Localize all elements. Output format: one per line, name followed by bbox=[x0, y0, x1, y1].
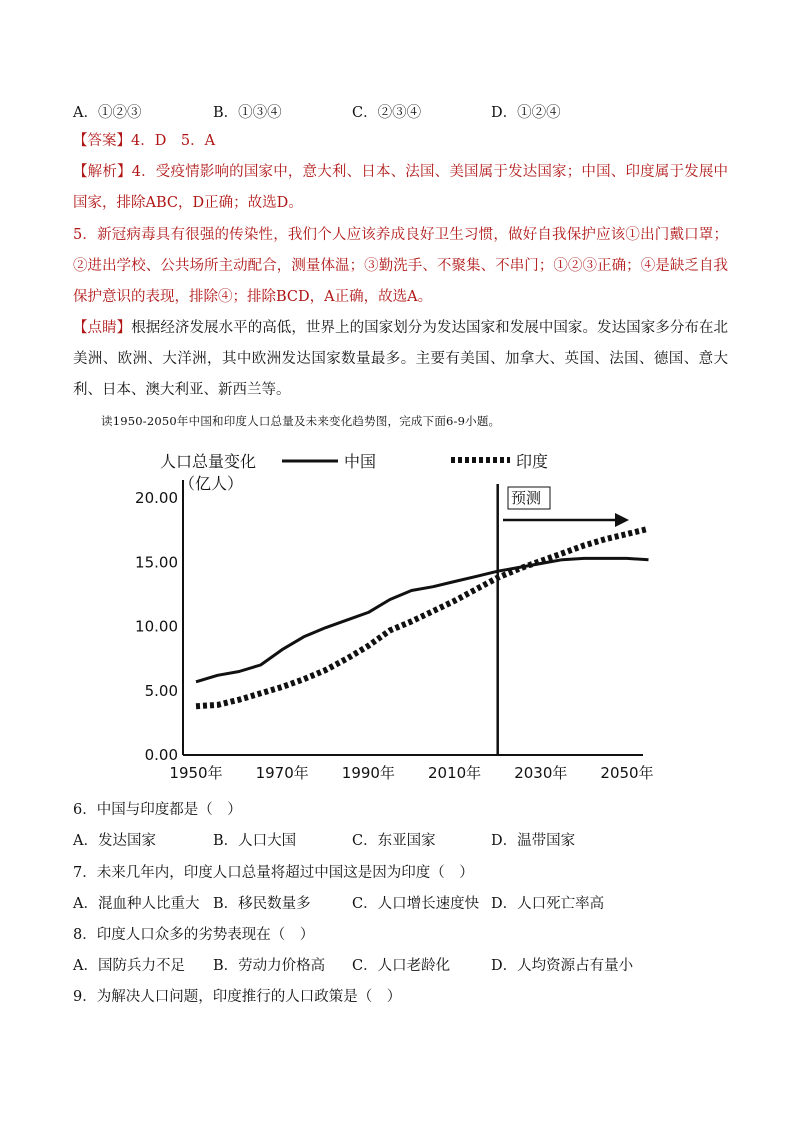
analysis-q4-text: 4．受疫情影响的国家中，意大利、日本、法国、美国属于发达国家；中国、印度属于发展中国家，排除ABC，D正确；故选D。 bbox=[73, 164, 729, 212]
x-tick-label: 1970年 bbox=[255, 764, 309, 782]
y-tick-label: 15.00 bbox=[135, 553, 178, 572]
x-tick-label: 1990年 bbox=[341, 764, 395, 782]
q6-option-a: A．发达国家 bbox=[73, 833, 156, 849]
q6-option-b: B．人口大国 bbox=[213, 833, 297, 849]
q8-option-d: D．人均资源占有量小 bbox=[491, 958, 634, 974]
forecast-label: 预测 bbox=[511, 489, 542, 507]
option-d: D．①②④ bbox=[491, 105, 561, 121]
x-tick-label: 1950年 bbox=[169, 764, 223, 782]
y-tick-label: 5.00 bbox=[144, 681, 178, 700]
y-tick-label: 10.00 bbox=[135, 617, 178, 636]
comment-label: 【点睛】 bbox=[73, 320, 132, 336]
legend-india-label: 印度 bbox=[516, 452, 549, 471]
q8-option-c: C．人口老龄化 bbox=[352, 958, 451, 974]
answer-text: 4．D 5．A bbox=[131, 133, 216, 149]
q8-option-b: B．劳动力价格高 bbox=[213, 958, 326, 974]
analysis-q5: 5．新冠病毒具有很强的传染性，我们个人应该养成良好卫生习惯，做好自我保护应该①出门戴口罩；②进出学校、公共场所主动配合，测量体温；③勤洗手、不聚集、不串门；①②③正确；④是缺乏自我保护意识的表现，排除④；排除BCD，A正确，故选A。 bbox=[73, 227, 728, 306]
question-6-stem: 6．中国与印度都是（ ） bbox=[73, 802, 242, 818]
analysis-label: 【解析】 bbox=[73, 164, 132, 180]
option-b: B．①③④ bbox=[213, 105, 282, 121]
x-tick-label: 2010年 bbox=[428, 764, 482, 782]
q7-option-a: A．混血种人比重大 bbox=[73, 896, 200, 912]
chart-unit-label: （亿人） bbox=[179, 474, 244, 493]
option-a: A．①②③ bbox=[73, 105, 142, 121]
question-8-stem: 8．印度人口众多的劣势表现在（ ） bbox=[73, 927, 315, 943]
y-tick-label: 20.00 bbox=[135, 489, 178, 507]
question-7-stem: 7．未来几年内，印度人口总量将超过中国这是因为印度（ ） bbox=[73, 865, 474, 881]
q7-option-b: B．移民数量多 bbox=[213, 896, 311, 912]
q6-option-c: C．东亚国家 bbox=[352, 833, 436, 849]
series-line-china bbox=[196, 558, 649, 681]
legend-china-label: 中国 bbox=[344, 452, 377, 471]
forecast-arrow-head bbox=[615, 513, 629, 527]
comment-text: 根据经济发展水平的高低，世界上的国家划分为发达国家和发展中国家。发达国家多分布在北美洲、欧洲、大洋洲，其中欧洲发达国家数量最多。主要有美国、加拿大、英国、法国、德国、意大利、日本、澳大利亚、新西兰等。 bbox=[73, 320, 729, 399]
x-tick-label: 2050年 bbox=[600, 764, 654, 782]
q8-option-a: A．国防兵力不足 bbox=[73, 958, 185, 974]
q7-option-c: C．人口增长速度快 bbox=[352, 896, 480, 912]
chart-title: 人口总量变化 bbox=[160, 452, 257, 471]
x-tick-label: 2030年 bbox=[514, 764, 568, 782]
q7-option-d: D．人口死亡率高 bbox=[491, 896, 605, 912]
series-line-india bbox=[196, 529, 649, 706]
y-tick-label: 0.00 bbox=[144, 746, 178, 764]
option-c: C．②③④ bbox=[352, 105, 422, 121]
answer-label: 【答案】 bbox=[73, 133, 131, 149]
q6-option-d: D．温带国家 bbox=[491, 833, 576, 849]
question-9-stem: 9．为解决人口问题，印度推行的人口政策是（ ） bbox=[73, 989, 402, 1005]
group-intro: 读1950-2050年中国和印度人口总量及未来变化趋势图，完成下面6-9小题。 bbox=[101, 414, 501, 428]
